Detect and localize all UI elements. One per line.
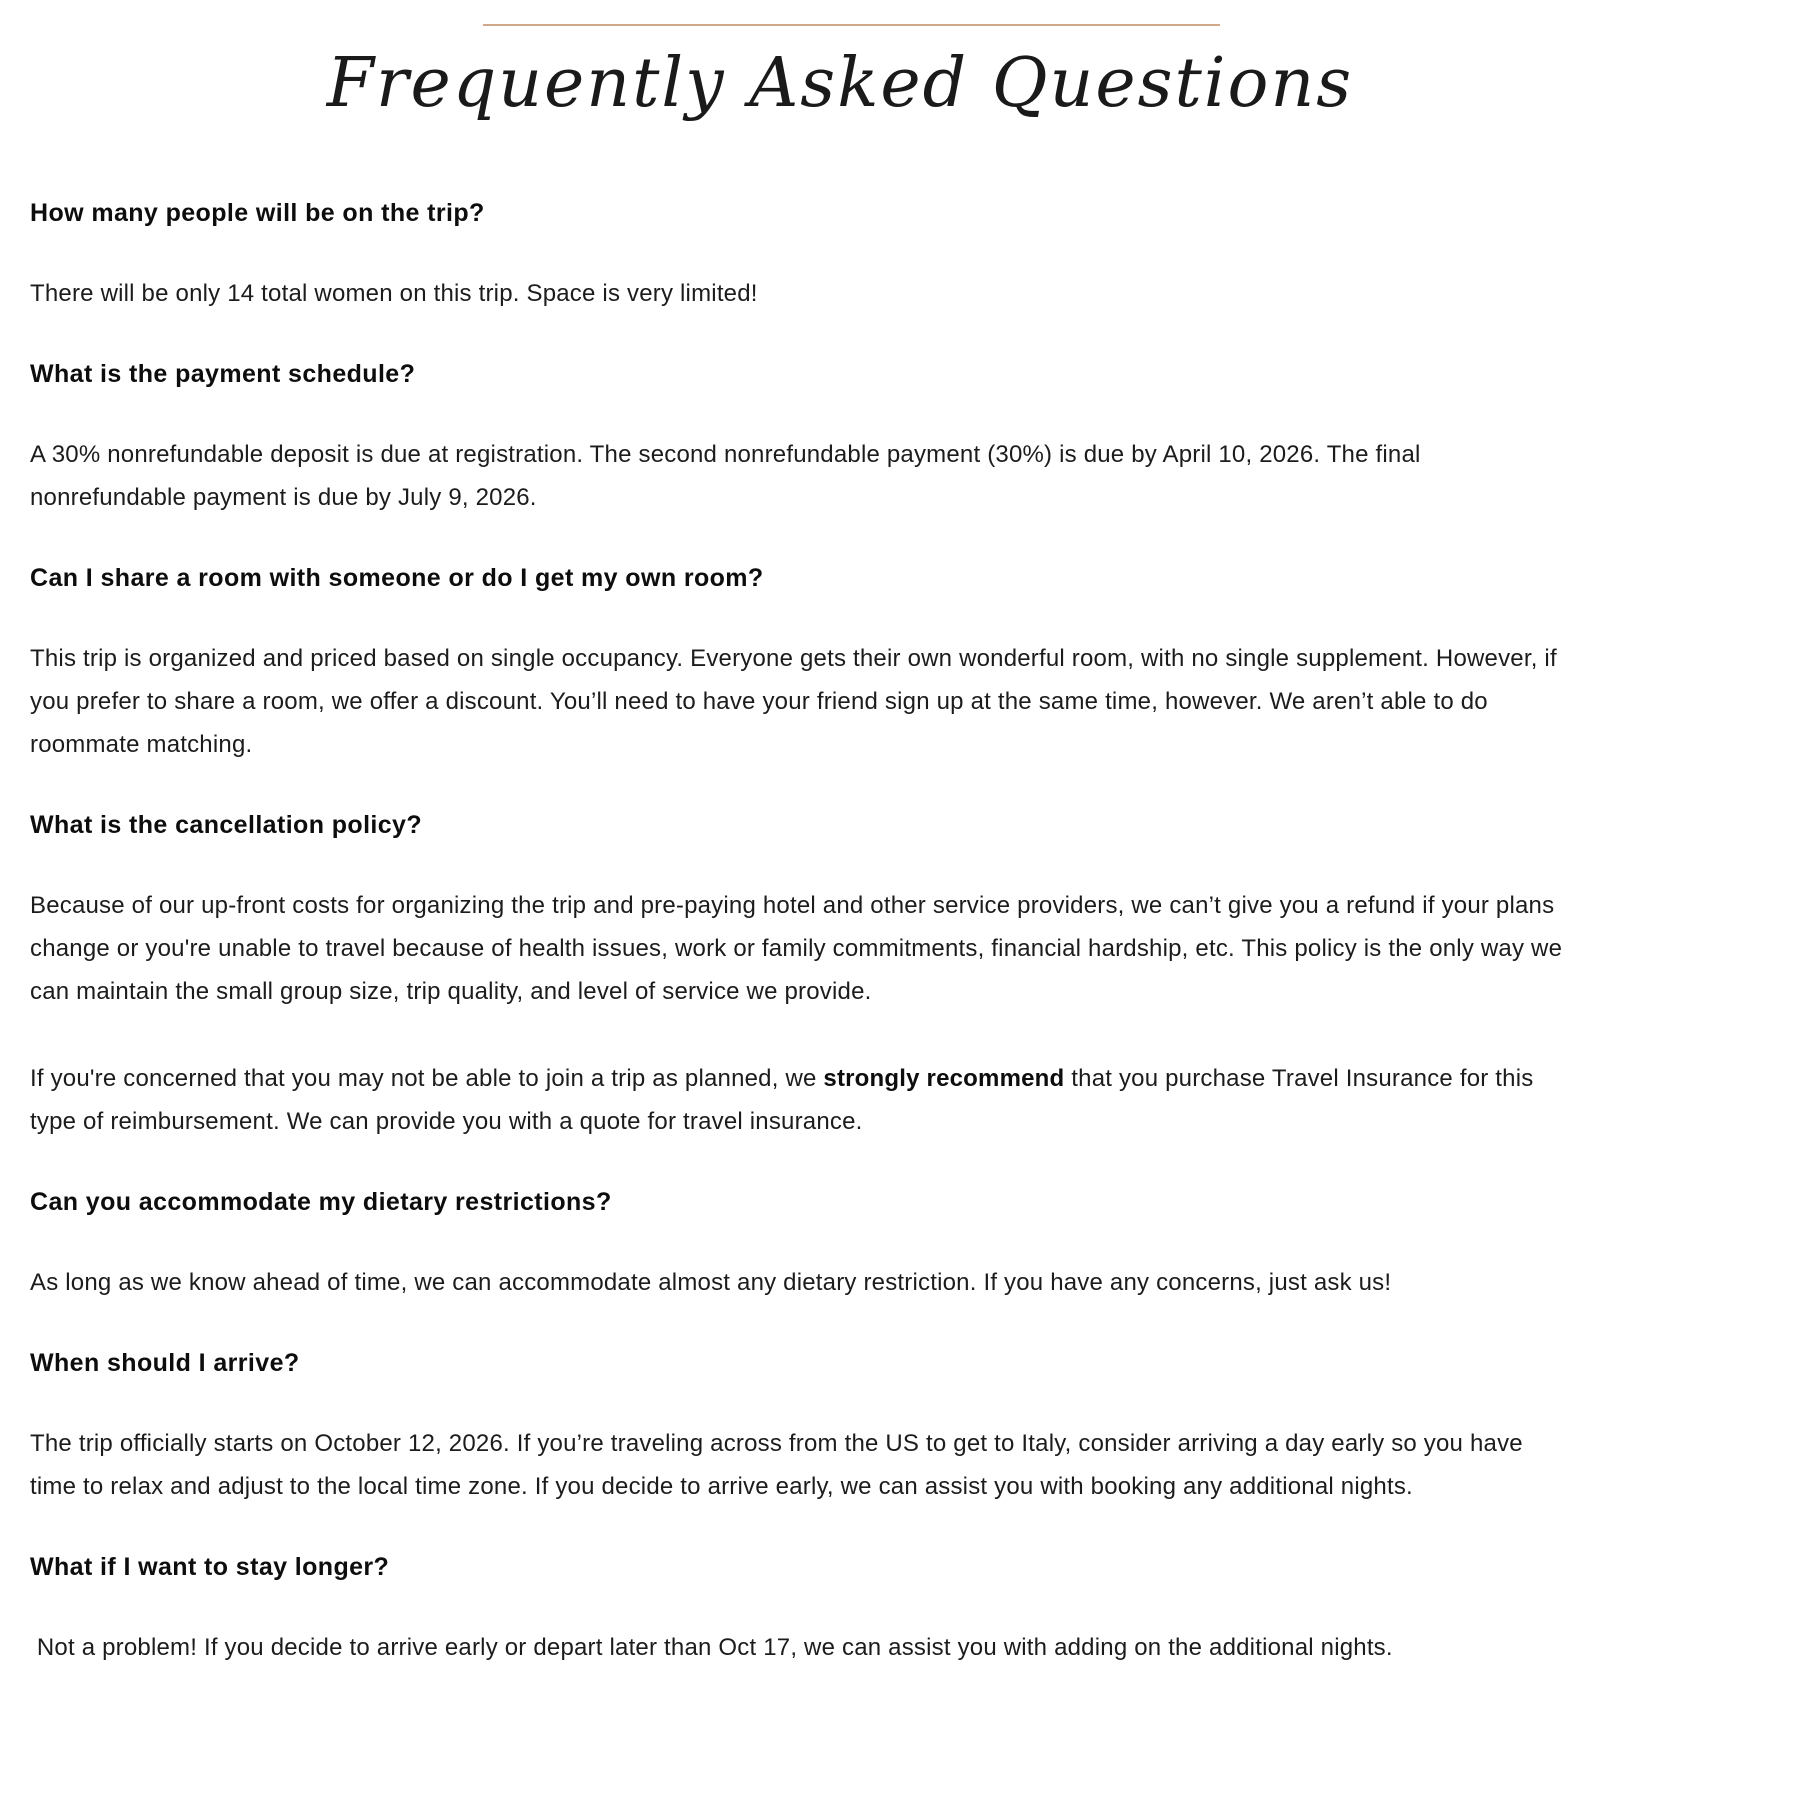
- faq-item: [30, 1187, 1575, 1304]
- faq-item: [30, 563, 1575, 766]
- faq-answer: Because of our up-front costs for organizing the trip and pre-paying hotel and other service providers, we can’t give you a refund if your plans change or you're unable to travel because of health issues, work or family commitments, financial hardship, etc. This policy is the only way we can maintain the small group size, trip quality, and level of service we provide.: [30, 892, 1570, 1005]
- faq-answer: This trip is organized and priced based on single occupancy. Everyone gets their own wonderful room, with no single supplement. However, if you prefer to share a room, we offer a discount. You’ll need to have your friend sign up at the same time, however. We aren’t able to do roommate matching.: [30, 645, 1564, 758]
- faq-question: Can I share a room with someone or do I get my own room?: [30, 564, 764, 592]
- faq-question: How many people will be on the trip?: [30, 199, 485, 227]
- faq-list: [30, 198, 1575, 1713]
- faq-question: What if I want to stay longer?: [30, 1553, 390, 1581]
- faq-answer-bold-text: strongly recommend: [823, 1065, 1065, 1092]
- divider-line: [483, 24, 1220, 26]
- faq-answer: A 30% nonrefundable deposit is due at registration. The second nonrefundable payment (30%) is due by April 10, 2026. The final nonrefundable payment is due by July 9, 2026.: [30, 441, 1428, 511]
- faq-answer-text-after: that you purchase Travel Insurance for this type of reimbursement. We can provide you with a quote for travel insurance.: [30, 1065, 1541, 1135]
- faq-answer: Not a problem! If you decide to arrive early or depart later than Oct 17, we can assist you with adding on the additional nights.: [30, 1634, 1393, 1661]
- faq-answer: [30, 1057, 1575, 1143]
- faq-question: When should I arrive?: [30, 1349, 300, 1377]
- faq-item: [30, 198, 1575, 315]
- page-title: Frequently Asked Questions: [326, 44, 1354, 123]
- faq-answer: There will be only 14 total women on this trip. Space is very limited!: [30, 280, 758, 307]
- page-title-wrap: [0, 44, 1680, 123]
- faq-item: [30, 359, 1575, 519]
- faq-item: [30, 1552, 1575, 1669]
- faq-item: [30, 1348, 1575, 1508]
- faq-question: Can you accommodate my dietary restrictions?: [30, 1188, 612, 1216]
- faq-question: What is the cancellation policy?: [30, 811, 423, 839]
- faq-question: What is the payment schedule?: [30, 360, 416, 388]
- faq-answer-text-before: If you're concerned that you may not be able to join a trip as planned, we: [30, 1065, 824, 1092]
- faq-item: [30, 810, 1575, 1143]
- faq-answer: The trip officially starts on October 12, 2026. If you’re traveling across from the US to get to Italy, consider arriving a day early so you have time to relax and adjust to the local time zone. If you decide to arrive early, we can assist you with booking any additional nights.: [30, 1430, 1530, 1500]
- faq-answer: As long as we know ahead of time, we can accommodate almost any dietary restriction. If you have any concerns, just ask us!: [30, 1269, 1392, 1296]
